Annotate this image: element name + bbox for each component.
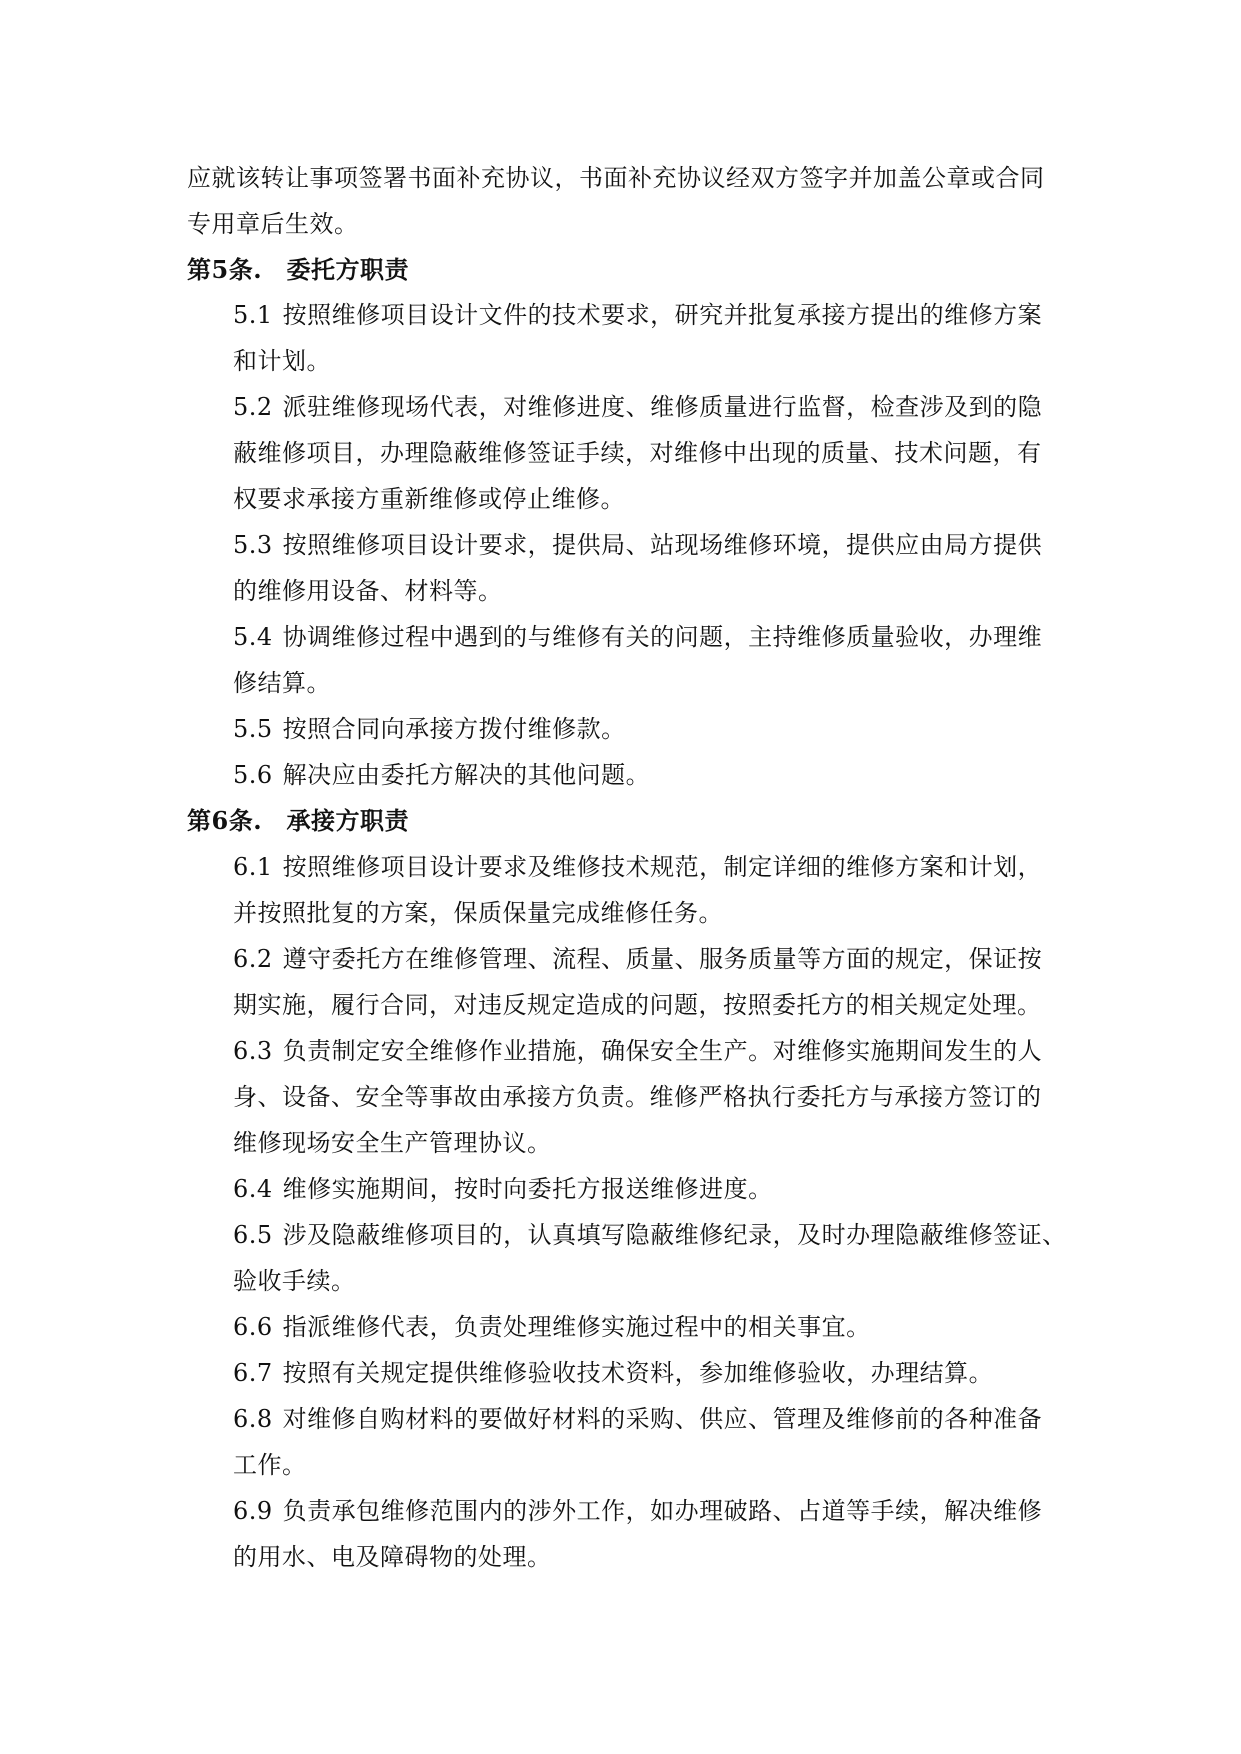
clause-5-5 [233, 714, 626, 744]
clause-text: 派驻维修现场代表，对维修进度、维修质量进行监督，检查涉及到的隐 [282, 393, 1043, 421]
clause-6-4 [233, 1174, 773, 1204]
clause-text: 解决应由委托方解决的其他问题。 [282, 761, 651, 789]
clause-6-1 [233, 852, 1042, 882]
clause-number: 6.6 [233, 1313, 273, 1341]
clause-number: 6.9 [233, 1497, 273, 1525]
section-heading: 第6条. 承接方职责 [187, 806, 410, 835]
clause-text: 对维修自购材料的要做好材料的采购、供应、管理及维修前的各种准备 [282, 1405, 1043, 1433]
clause-6-6 [233, 1312, 871, 1342]
clause-text: 按照维修项目设计文件的技术要求，研究并批复承接方提出的维修方案 [282, 301, 1043, 329]
clause-number: 6.3 [233, 1037, 273, 1065]
clause-text: 工作。 [233, 1451, 307, 1479]
clause-5-3 [233, 530, 1042, 560]
clause-text: 的维修用设备、材料等。 [233, 577, 503, 605]
clause-number: 6.8 [233, 1405, 273, 1433]
clause-number: 6.2 [233, 945, 273, 973]
clause-6-9 [233, 1496, 1042, 1526]
clause-number: 6.5 [233, 1221, 273, 1249]
clause-number: 5.6 [233, 761, 273, 789]
clause-number: 5.2 [233, 393, 273, 421]
clause-5-6 [233, 760, 650, 790]
clause-6-8 [233, 1404, 1042, 1434]
clause-text: 的用水、电及障碍物的处理。 [233, 1543, 552, 1571]
clause-text: 修结算。 [233, 669, 331, 697]
clause-number: 5.3 [233, 531, 273, 559]
clause-5-4 [233, 622, 1042, 652]
clause-text: 期实施，履行合同，对违反规定造成的问题，按照委托方的相关规定处理。 [233, 991, 1042, 1019]
clause-6-3 [233, 1036, 1042, 1066]
clause-number: 5.1 [233, 301, 273, 329]
clause-5-2 [233, 392, 1042, 422]
clause-text: 负责承包维修范围内的涉外工作，如办理破路、占道等手续，解决维修 [282, 1497, 1043, 1525]
clause-6-5 [233, 1220, 1067, 1250]
clause-text: 蔽维修项目，办理隐蔽维修签证手续，对维修中出现的质量、技术问题，有 [233, 439, 1042, 467]
clause-text: 按照维修项目设计要求，提供局、站现场维修环境，提供应由局方提供 [282, 531, 1043, 559]
intro-line: 专用章后生效。 [187, 210, 359, 238]
clause-number: 5.5 [233, 715, 273, 743]
clause-text: 并按照批复的方案，保质保量完成维修任务。 [233, 899, 723, 927]
clause-text: 和计划。 [233, 347, 331, 375]
clause-6-7 [233, 1358, 993, 1388]
clause-text: 负责制定安全维修作业措施，确保安全生产。对维修实施期间发生的人 [282, 1037, 1043, 1065]
clause-text: 按照合同向承接方拨付维修款。 [282, 715, 626, 743]
clause-text: 验收手续。 [233, 1267, 356, 1295]
clause-text: 遵守委托方在维修管理、流程、质量、服务质量等方面的规定，保证按 [282, 945, 1043, 973]
clause-text: 按照维修项目设计要求及维修技术规范，制定详细的维修方案和计划， [282, 853, 1043, 881]
clause-text: 身、设备、安全等事故由承接方负责。维修严格执行委托方与承接方签订的 [233, 1083, 1042, 1111]
intro-line: 应就该转让事项签署书面补充协议，书面补充协议经双方签字并加盖公章或合同 [187, 164, 1045, 192]
clause-text: 维修现场安全生产管理协议。 [233, 1129, 552, 1157]
clause-text: 维修实施期间，按时向委托方报送维修进度。 [282, 1175, 773, 1203]
clause-number: 6.7 [233, 1359, 273, 1387]
clause-text: 指派维修代表，负责处理维修实施过程中的相关事宜。 [282, 1313, 871, 1341]
clause-text: 权要求承接方重新维修或停止维修。 [233, 485, 625, 513]
clause-number: 6.1 [233, 853, 273, 881]
clause-6-2 [233, 944, 1042, 974]
section-heading: 第5条. 委托方职责 [187, 255, 410, 284]
clause-text: 协调维修过程中遇到的与维修有关的问题，主持维修质量验收，办理维 [282, 623, 1043, 651]
clause-text: 涉及隐蔽维修项目的，认真填写隐蔽维修纪录，及时办理隐蔽维修签证、 [282, 1221, 1067, 1249]
clause-5-1 [233, 300, 1042, 330]
clause-number: 6.4 [233, 1175, 273, 1203]
clause-text: 按照有关规定提供维修验收技术资料，参加维修验收，办理结算。 [282, 1359, 994, 1387]
clause-number: 5.4 [233, 623, 273, 651]
